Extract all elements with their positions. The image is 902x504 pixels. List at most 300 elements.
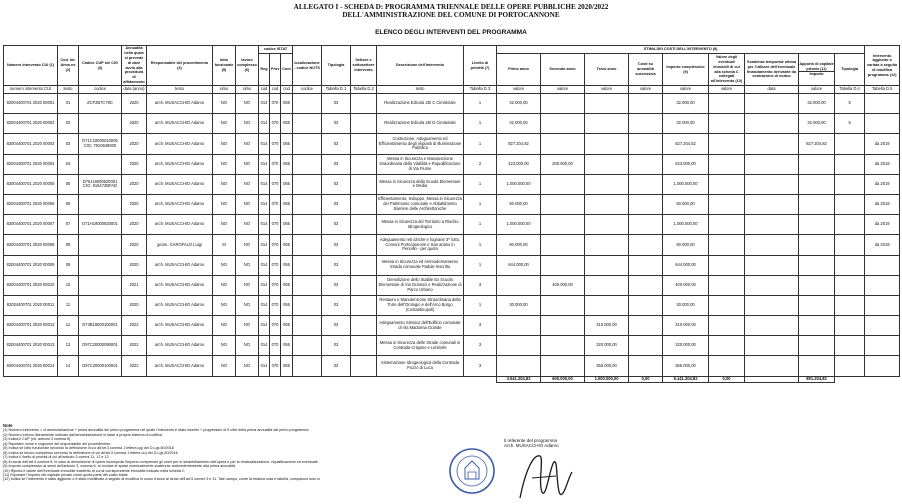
- cell-lavoro: NO: [236, 255, 259, 275]
- cell-nuts: [293, 255, 322, 275]
- type-cell: codice: [79, 86, 122, 94]
- cell-cup: D97C20000100001: [79, 356, 122, 376]
- col-tipologia: Tipologia: [322, 46, 351, 86]
- cell-cup: [79, 154, 122, 174]
- cell-apporto-tipologia: [835, 154, 865, 174]
- cell-costi-succ: [629, 295, 663, 315]
- cell-apporto-tipologia: [835, 255, 865, 275]
- cell-cod-int: 02: [58, 114, 79, 134]
- cell-scadenza: [745, 255, 799, 275]
- cell-livello: 3: [464, 275, 497, 295]
- cell-com: 055: [281, 174, 293, 194]
- cell-numero: 82004400701 2020 00003: [4, 134, 58, 154]
- cell-settore: [351, 356, 377, 376]
- cell-cod-int: 08: [58, 235, 79, 255]
- cell-responsabile: arch. MUSACCHIO Adamo: [147, 194, 213, 214]
- cell-lavoro: NO: [236, 154, 259, 174]
- cell-tipologia: 03: [322, 295, 351, 315]
- notes-list: [3, 428, 503, 481]
- cell-primo: 32.000,00: [497, 94, 541, 114]
- cell-terzo: [585, 154, 629, 174]
- cell-costi-succ: [629, 275, 663, 295]
- cell-costi-succ: [629, 235, 663, 255]
- cell-apporto-importo: [799, 336, 835, 356]
- cell-prov: 070: [270, 94, 281, 114]
- cell-costi-succ: [629, 174, 663, 194]
- cell-importo: 644.000,00: [663, 255, 709, 275]
- cell-aggiunto: [865, 316, 900, 336]
- cell-valore-immobili: [709, 316, 745, 336]
- cell-cup: D71C19000010005 CIG: 7910949000: [79, 134, 122, 154]
- cell-cup: D76J19000620001 CIG: 815472BFAD: [79, 174, 122, 194]
- type-cell: Tabella D.3: [464, 86, 497, 94]
- cell-nuts: [293, 215, 322, 235]
- cell-terzo: [585, 194, 629, 214]
- cell-secondo: [541, 174, 585, 194]
- type-cell: cod: [259, 86, 270, 94]
- cell-valore-immobili: [709, 295, 745, 315]
- cell-com: 055: [281, 134, 293, 154]
- cell-scadenza: [745, 194, 799, 214]
- cell-nuts: [293, 336, 322, 356]
- cell-livello: 1: [464, 255, 497, 275]
- cell-scadenza: [745, 336, 799, 356]
- col-apporto-label: Apporto di capitale privato (11): [799, 61, 834, 71]
- cell-nuts: [293, 154, 322, 174]
- cell-primo: 644.000,00: [497, 255, 541, 275]
- cell-cup: [79, 275, 122, 295]
- type-cell: Tabella D.5: [865, 86, 900, 94]
- cell-primo: 90.000,00: [497, 235, 541, 255]
- cell-tipologia: 03: [322, 356, 351, 376]
- cell-importo: 1.000.000,00: [663, 215, 709, 235]
- cell-com: 055: [281, 316, 293, 336]
- cell-primo: [497, 275, 541, 295]
- cell-scadenza: [745, 134, 799, 154]
- cell-valore-immobili: [709, 356, 745, 376]
- cell-scadenza: [745, 114, 799, 134]
- cell-reg: 014: [259, 94, 270, 114]
- cell-cod-int: 04: [58, 154, 79, 174]
- cell-descrizione: Efficientamento, Sviluppo, Messa in Sicurezza del Patrimonio comunale e Abbattimento Barriere delle Architettoniche: [377, 194, 464, 214]
- cell-terzo: [585, 295, 629, 315]
- cell-valore-immobili: [709, 336, 745, 356]
- cell-cup: [79, 235, 122, 255]
- cell-terzo: [585, 255, 629, 275]
- table-row: [4, 215, 900, 235]
- table-row: [4, 235, 900, 255]
- cell-cup: D73B19000100001: [79, 316, 122, 336]
- cell-responsabile: arch. MUSACCHIO Adamo: [147, 114, 213, 134]
- cell-apporto-importo: [799, 215, 835, 235]
- cell-cod-int: 01: [58, 94, 79, 114]
- cell-livello: 2: [464, 154, 497, 174]
- cell-livello: 1: [464, 94, 497, 114]
- col-livello: Livello di priorità (7): [464, 46, 497, 86]
- cell-numero: 82004400701 2020 00001: [4, 94, 58, 114]
- cell-cup: D97C20000090001: [79, 336, 122, 356]
- totals-spacer: [835, 376, 900, 382]
- cell-livello: 1: [464, 114, 497, 134]
- cell-lotto: NO: [213, 336, 236, 356]
- table-row: [4, 94, 900, 114]
- cell-terzo: [585, 174, 629, 194]
- type-cell: valore: [497, 86, 541, 94]
- cell-annualita: 2022: [122, 336, 147, 356]
- totals-spacer: [4, 376, 497, 382]
- cell-nuts: [293, 94, 322, 114]
- cell-apporto-importo: [799, 316, 835, 336]
- cell-descrizione: Messa in Sicurezza e Manutenzione straordinaria della Viabilità e Riqualificazione di Via Fiume: [377, 154, 464, 174]
- cell-responsabile: arch. MUSACCHIO Adamo: [147, 336, 213, 356]
- cell-primo: 1.000.000,00: [497, 174, 541, 194]
- cell-cod-int: 12: [58, 316, 79, 336]
- col-lotto: lotto funzionale (5): [213, 46, 236, 86]
- cell-settore: [351, 255, 377, 275]
- cell-lotto: NO: [213, 174, 236, 194]
- cell-costi-succ: [629, 194, 663, 214]
- cell-scadenza: [745, 316, 799, 336]
- cell-apporto-importo: [799, 356, 835, 376]
- cell-apporto-importo: [799, 174, 835, 194]
- cell-scadenza: [745, 215, 799, 235]
- cell-apporto-tipologia: [835, 275, 865, 295]
- cell-settore: [351, 275, 377, 295]
- col-secondo: Secondo anno: [541, 54, 585, 86]
- cell-annualita: 2020: [122, 154, 147, 174]
- col-istat: codice ISTAT: [259, 46, 293, 54]
- cell-reg: 014: [259, 235, 270, 255]
- cell-livello: 3: [464, 316, 497, 336]
- cell-tipologia: 03: [322, 154, 351, 174]
- cell-apporto-tipologia: [835, 356, 865, 376]
- cell-costi-succ: [629, 336, 663, 356]
- cell-descrizione: Restauro e Manutenzione Straordinaria della Torre dell'Orologio e dell'Arco Borgo (Costantinopoli): [377, 295, 464, 315]
- cell-settore: [351, 94, 377, 114]
- cell-com: 055: [281, 275, 293, 295]
- cell-secondo: [541, 356, 585, 376]
- col-importo: Importo complessivo (9): [663, 54, 709, 86]
- cell-aggiunto: da 2019: [865, 215, 900, 235]
- cell-numero: 82004400701 2020 00013: [4, 336, 58, 356]
- cell-apporto-tipologia: [835, 215, 865, 235]
- type-cell: testo: [377, 86, 464, 94]
- type-cell: valore: [709, 86, 745, 94]
- cell-numero: 82004400701 2020 00006: [4, 194, 58, 214]
- cell-numero: 82004400701 2020 00007: [4, 215, 58, 235]
- cell-responsabile: arch. MUSACCHIO Adamo: [147, 134, 213, 154]
- cell-lavoro: NO: [236, 215, 259, 235]
- col-primo: Primo anno: [497, 54, 541, 86]
- cell-reg: 014: [259, 154, 270, 174]
- col-aggiunto: Intervento aggiunto o variato a seguito di modifica programma (12): [865, 46, 900, 86]
- cell-lotto: NO: [213, 114, 236, 134]
- cell-settore: [351, 174, 377, 194]
- cell-tipologia: 03: [322, 174, 351, 194]
- cell-aggiunto: da 2019: [865, 235, 900, 255]
- cell-lavoro: NO: [236, 134, 259, 154]
- type-cell: cod: [270, 86, 281, 94]
- cell-importo: 1.000.000,00: [663, 174, 709, 194]
- cell-livello: 1: [464, 194, 497, 214]
- cell-lavoro: NO: [236, 295, 259, 315]
- cell-aggiunto: [865, 94, 900, 114]
- cell-valore-immobili: [709, 215, 745, 235]
- cell-lavoro: NO: [236, 336, 259, 356]
- cell-secondo: [541, 134, 585, 154]
- cell-lotto: NO: [213, 275, 236, 295]
- cell-valore-immobili: [709, 134, 745, 154]
- cell-livello: 1: [464, 295, 497, 315]
- cell-secondo: [541, 235, 585, 255]
- cell-terzo: [585, 275, 629, 295]
- cell-primo: 827.204,82: [497, 134, 541, 154]
- cell-lavoro: NO: [236, 275, 259, 295]
- cell-apporto-importo: [799, 235, 835, 255]
- cell-descrizione: Demolizione dello Stabile Ex Scuola Elementare di Via Gramsci e Realizzazione di Parco Urbano: [377, 275, 464, 295]
- cell-primo: 50.000,00: [497, 194, 541, 214]
- cell-valore-immobili: [709, 275, 745, 295]
- cell-terzo: 310.000,00: [585, 316, 629, 336]
- cell-secondo: [541, 255, 585, 275]
- cell-numero: 82004400701 2020 00002: [4, 114, 58, 134]
- col-reg: Reg: [259, 54, 270, 86]
- cell-nuts: [293, 134, 322, 154]
- cell-com: 055: [281, 356, 293, 376]
- cell-reg: 014: [259, 194, 270, 214]
- cell-aggiunto: da 2019: [865, 194, 900, 214]
- cell-responsabile: geom. GAROFALO Luigi: [147, 235, 213, 255]
- cell-importo: 320.000,00: [663, 336, 709, 356]
- total-primo: 3.541.204,82: [497, 376, 541, 382]
- cell-valore-immobili: [709, 255, 745, 275]
- cell-numero: 82004400701 2020 00004: [4, 154, 58, 174]
- cell-numero: 82004400701 2020 00012: [4, 316, 58, 336]
- cell-settore: [351, 134, 377, 154]
- cell-prov: 070: [270, 255, 281, 275]
- cell-livello: 1: [464, 174, 497, 194]
- cell-annualita: 2020: [122, 194, 147, 214]
- cell-reg: 014: [259, 356, 270, 376]
- cell-reg: 014: [259, 295, 270, 315]
- cell-apporto-tipologia: [835, 194, 865, 214]
- cell-aggiunto: da 2019: [865, 134, 900, 154]
- note-line: (9) Importo complessivo ai sensi dell'articolo 3, comma 6, ivi incluse le spese eventualmente sostenute antecedentemente alla prima annualità: [3, 464, 236, 469]
- notes-block: [3, 424, 503, 482]
- cell-importo: 90.000,00: [663, 235, 709, 255]
- cell-lotto: NO: [213, 154, 236, 174]
- cell-com: 055: [281, 336, 293, 356]
- cell-lavoro: NO: [236, 114, 259, 134]
- cell-lotto: NO: [213, 215, 236, 235]
- cell-lotto: SI: [213, 235, 236, 255]
- cell-com: 055: [281, 194, 293, 214]
- table-row: [4, 255, 900, 275]
- col-com: Com: [281, 54, 293, 86]
- col-apporto-tipologia: Tipologia: [835, 54, 865, 86]
- cell-valore-immobili: [709, 94, 745, 114]
- type-cell: cod: [281, 86, 293, 94]
- cell-scadenza: [745, 356, 799, 376]
- cell-cod-int: 10: [58, 275, 79, 295]
- cell-prov: 070: [270, 154, 281, 174]
- cell-lavoro: NO: [236, 94, 259, 114]
- type-cell: Tabella D.1: [322, 86, 351, 94]
- cell-annualita: 2020: [122, 94, 147, 114]
- cell-secondo: 200.000,00: [541, 154, 585, 174]
- note-line: (7) Indica il livello di priorità di cui all'articolo 3 commi 11, 12 e 13: [3, 455, 109, 460]
- cell-lavoro: NO: [236, 316, 259, 336]
- cell-annualita: 2021: [122, 275, 147, 295]
- type-cell: numero intervento CUI: [4, 86, 58, 94]
- cell-apporto-tipologia: [835, 134, 865, 154]
- cell-scadenza: [745, 295, 799, 315]
- cell-importo: 32.000,00: [663, 94, 709, 114]
- type-cell: data (anno): [122, 86, 147, 94]
- cell-apporto-importo: 32.000,00: [799, 94, 835, 114]
- cell-reg: 014: [259, 215, 270, 235]
- cell-apporto-importo: 32.000,00: [799, 114, 835, 134]
- total-terzo: 1.000.000,00: [585, 376, 629, 382]
- type-row: [4, 86, 900, 94]
- col-apporto-importo: Importo: [809, 72, 824, 77]
- cell-descrizione: Adeguamento Sismico dell'Edificio comunale di Via Madonna Grande: [377, 316, 464, 336]
- cell-nuts: [293, 275, 322, 295]
- cell-com: 055: [281, 235, 293, 255]
- note-line: (12) Indica se l'intervento è stato aggiunto o è stato modificato a seguito di modifica in corso d'anno ai sensi dell'art.5 commi 9 e 11. Tale campo, come la relativa nota e tabella, compaiono solo in: [3, 477, 320, 482]
- col-prov: Prov: [270, 54, 281, 86]
- cell-primo: 32.000,00: [497, 114, 541, 134]
- table-row: [4, 295, 900, 315]
- cell-livello: 1: [464, 215, 497, 235]
- type-cell: Tabella D.4: [835, 86, 865, 94]
- cell-primo: 1.000.000,00: [497, 215, 541, 235]
- col-settore: Settore e sottosettore intervento: [351, 46, 377, 86]
- type-cell: si/no: [213, 86, 236, 94]
- cell-tipologia: 03: [322, 134, 351, 154]
- col-apporto: [799, 54, 835, 86]
- cell-prov: 070: [270, 174, 281, 194]
- cell-secondo: [541, 336, 585, 356]
- cell-reg: 014: [259, 255, 270, 275]
- cell-annualita: 2022: [122, 356, 147, 376]
- document-title-line2: DELL'AMMINISTRAZIONE DEL COMUNE DI PORTOCANNONE: [342, 11, 560, 19]
- cell-valore-immobili: [709, 194, 745, 214]
- cell-cod-int: 03: [58, 134, 79, 154]
- cell-apporto-tipologia: [835, 336, 865, 356]
- cell-lavoro: NO: [236, 194, 259, 214]
- cell-terzo: [585, 215, 629, 235]
- cell-importo: 623.000,00: [663, 154, 709, 174]
- cell-responsabile: arch. MUSACCHIO Adamo: [147, 316, 213, 336]
- cell-apporto-importo: [799, 295, 835, 315]
- total-blank: [745, 376, 799, 382]
- cell-cup: [79, 255, 122, 275]
- table-row: [4, 154, 900, 174]
- cell-apporto-tipologia: 5: [835, 94, 865, 114]
- cell-numero: 82004400701 2020 00011: [4, 295, 58, 315]
- cell-livello: 1: [464, 235, 497, 255]
- cell-importo: 32.000,00: [663, 114, 709, 134]
- type-cell: valore: [663, 86, 709, 94]
- cell-apporto-importo: 827.204,82: [799, 134, 835, 154]
- cell-secondo: [541, 316, 585, 336]
- cell-descrizione: Messa in Sicurezza delle Strade comunali in Contrada Crispino e Limitrofe: [377, 336, 464, 356]
- cell-descrizione: Messa in Sicurezza ed Ammodernamento Strada comunale Padule Inscritto: [377, 255, 464, 275]
- cell-nuts: [293, 235, 322, 255]
- cell-numero: 82004400701 2020 00009: [4, 255, 58, 275]
- cell-responsabile: arch. MUSACCHIO Adamo: [147, 174, 213, 194]
- cell-descrizione: Sistemazione Idrogeologica della Contrada Pozzo di Luca: [377, 356, 464, 376]
- cell-lavoro: NO: [236, 235, 259, 255]
- cell-costi-succ: [629, 114, 663, 134]
- cell-cod-int: 13: [58, 336, 79, 356]
- cell-responsabile: arch. MUSACCHIO Adamo: [147, 356, 213, 376]
- cell-secondo: 400.000,00: [541, 275, 585, 295]
- cell-reg: 014: [259, 316, 270, 336]
- cell-prov: 070: [270, 336, 281, 356]
- cell-cod-int: 11: [58, 295, 79, 315]
- table-row: [4, 316, 900, 336]
- note-line: (5) Indica se lotto funzionale secondo la definizione di cui all'art.3 comma 1 lettera qq) del D.Lgs.50/2016: [3, 446, 174, 451]
- note-line: (8) Ai sensi dell'art.4 comma 6, in caso di demolizione di opera incompiuta l'importo comprende gli oneri per lo smantellamento dell'opera e per la rinaturalizzazione, riqualificazione ed eventuale: [3, 459, 318, 464]
- cell-terzo: 365.000,00: [585, 356, 629, 376]
- type-cell: valore: [629, 86, 663, 94]
- cell-annualita: 2020: [122, 114, 147, 134]
- col-costi-succ: Costi su annualità successiva: [629, 54, 663, 86]
- cell-costi-succ: [629, 356, 663, 376]
- table-row: [4, 275, 900, 295]
- cell-cup: ZCF2B7C78C: [79, 94, 122, 114]
- table-body: [4, 86, 900, 383]
- cell-terzo: [585, 134, 629, 154]
- type-cell: valore: [799, 86, 835, 94]
- cell-costi-succ: [629, 255, 663, 275]
- cell-numero: 82004400701 2020 00008: [4, 235, 58, 255]
- cell-costi-succ: [629, 94, 663, 114]
- cell-cod-int: 06: [58, 194, 79, 214]
- col-annualita: Annualità nella quale si prevede di dare avvio alla procedura di affidamento: [123, 46, 145, 84]
- cell-annualita: 2020: [122, 235, 147, 255]
- cell-numero: 82004400701 2020 00014: [4, 356, 58, 376]
- cell-cod-int: 09: [58, 255, 79, 275]
- cell-scadenza: [745, 235, 799, 255]
- cell-aggiunto: [865, 295, 900, 315]
- total-apporto-importo: 891.204,82: [799, 376, 835, 382]
- cell-costi-succ: [629, 134, 663, 154]
- type-cell: valore: [585, 86, 629, 94]
- cell-tipologia: 03: [322, 194, 351, 214]
- cell-settore: [351, 194, 377, 214]
- type-cell: si/no: [236, 86, 259, 94]
- cell-livello: 3: [464, 336, 497, 356]
- cell-lotto: NO: [213, 356, 236, 376]
- col-cup: Codice CUP o/e CIG (3): [79, 46, 122, 86]
- cell-secondo: [541, 215, 585, 235]
- cell-reg: 014: [259, 114, 270, 134]
- cell-importo: 50.000,00: [663, 194, 709, 214]
- cell-cod-int: 07: [58, 215, 79, 235]
- cell-com: 055: [281, 154, 293, 174]
- cell-responsabile: arch. MUSACCHIO Adamo: [147, 255, 213, 275]
- cell-tipologia: 03: [322, 255, 351, 275]
- cell-aggiunto: da 2019: [865, 154, 900, 174]
- cell-prov: 070: [270, 295, 281, 315]
- cell-lotto: NO: [213, 134, 236, 154]
- cell-nuts: [293, 174, 322, 194]
- cell-responsabile: arch. MUSACCHIO Adamo: [147, 94, 213, 114]
- cell-lotto: NO: [213, 316, 236, 336]
